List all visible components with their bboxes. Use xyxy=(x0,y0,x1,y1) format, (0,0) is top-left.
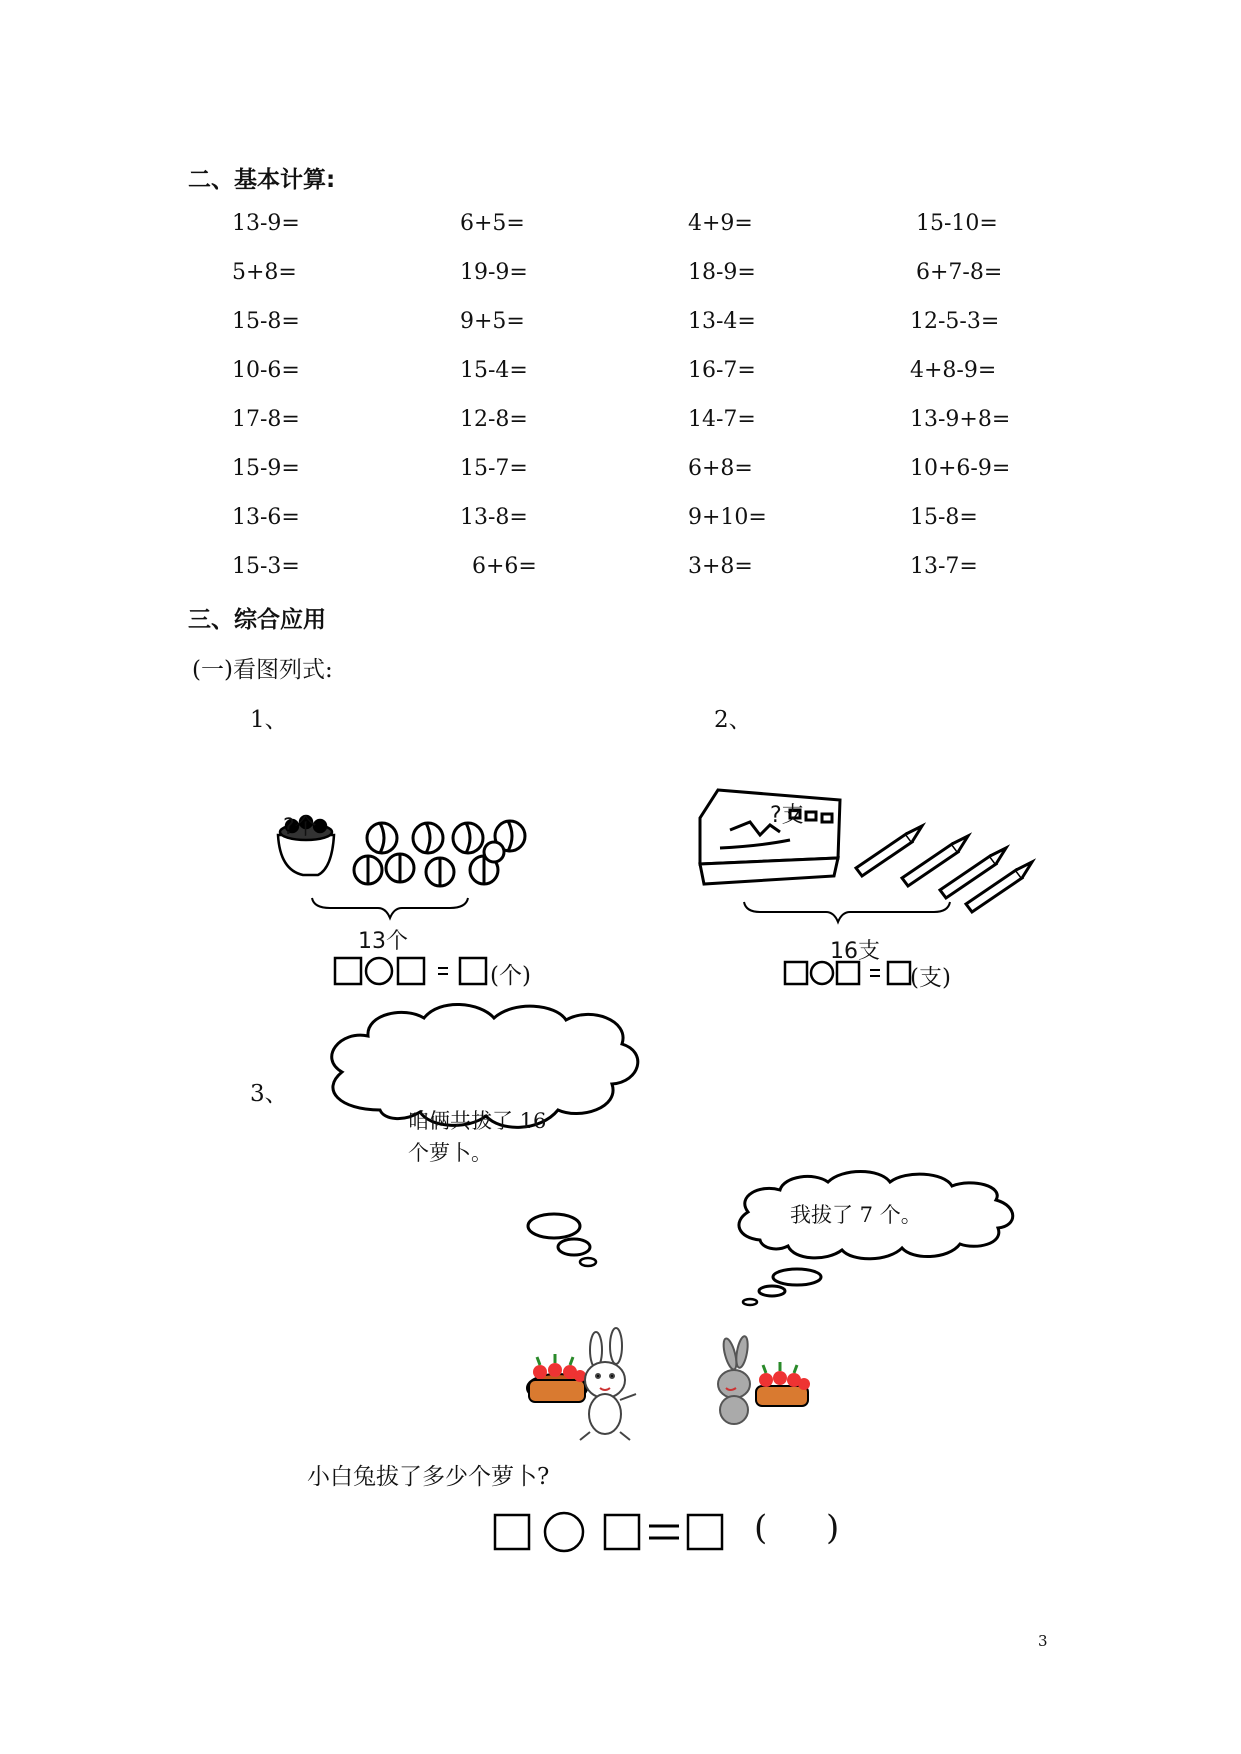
carrot-basket-right-icon xyxy=(756,1362,810,1406)
problem-3-question: 小白兔拔了多少个萝卜? xyxy=(307,1464,550,1490)
calc-item: 16-7= xyxy=(688,358,756,383)
calc-item: 13-9+8= xyxy=(910,407,1011,432)
pencils-icon xyxy=(856,826,1032,912)
paren-open: ( xyxy=(754,1508,768,1548)
calc-item: 17-8= xyxy=(232,407,300,432)
calc-item: 15-10= xyxy=(916,211,998,236)
calc-item: 12-5-3= xyxy=(910,309,1000,334)
gray-rabbit-icon xyxy=(718,1335,750,1424)
section-3-title: 三、综合应用 xyxy=(188,607,326,633)
calc-item: 4+9= xyxy=(688,211,753,236)
problem-2-brace-label: 16支 xyxy=(830,939,880,964)
problem-2-number: 2、 xyxy=(714,707,752,733)
operator-circle-1 xyxy=(366,958,392,984)
calc-item: 15-8= xyxy=(910,505,978,530)
answer-box-3c xyxy=(688,1515,722,1549)
problem-1-unit: (个) xyxy=(490,963,531,989)
operator-circle-3 xyxy=(545,1513,583,1551)
calc-item: 13-8= xyxy=(460,505,528,530)
calc-item: 6+5= xyxy=(460,211,525,236)
calc-item: 4+8-9= xyxy=(910,358,997,383)
calc-item: 6+7-8= xyxy=(916,260,1003,285)
calc-item: 12-8= xyxy=(460,407,528,432)
calc-item: 10-6= xyxy=(232,358,300,383)
calc-item: 10+6-9= xyxy=(910,456,1011,481)
calc-item: 15-8= xyxy=(232,309,300,334)
calc-item: 9+5= xyxy=(460,309,525,334)
calc-item: 15-7= xyxy=(460,456,528,481)
operator-circle-2 xyxy=(811,962,833,984)
bubble-2-text: 我拔了 7 个。 xyxy=(790,1203,922,1227)
calc-item: 13-9= xyxy=(232,211,300,236)
brace-2 xyxy=(744,902,950,922)
calc-item: 15-4= xyxy=(460,358,528,383)
calc-item: 6+6= xyxy=(472,554,537,579)
answer-box-3a xyxy=(495,1515,529,1549)
bubble-1-line-1: 咱俩共拔了 16 xyxy=(408,1109,547,1133)
calc-item: 15-3= xyxy=(232,554,300,579)
calc-item: 14-7= xyxy=(688,407,756,432)
part-1-title: (一)看图列式: xyxy=(192,657,333,683)
section-2-title: 二、基本计算: xyxy=(188,167,336,193)
answer-box-2c xyxy=(888,962,910,984)
calc-item: 18-9= xyxy=(688,260,756,285)
answer-box-1b xyxy=(398,958,424,984)
bubble-1-line-2: 个萝卜。 xyxy=(408,1141,492,1165)
calc-item: 13-7= xyxy=(910,554,978,579)
calc-item: 3+8= xyxy=(688,554,753,579)
carrot-basket-left-icon xyxy=(527,1354,587,1402)
problem-2-unit: (支) xyxy=(910,965,951,991)
problem-1-top-label: ?个 xyxy=(283,815,317,840)
problem-2-top-label: ?支 xyxy=(770,803,804,828)
calc-item: 6+8= xyxy=(688,456,753,481)
calc-item: 9+10= xyxy=(688,505,767,530)
answer-box-2b xyxy=(837,962,859,984)
calc-item: 5+8= xyxy=(232,260,297,285)
answer-box-1a xyxy=(335,958,361,984)
answer-box-2a xyxy=(785,962,807,984)
problem-3-number: 3、 xyxy=(250,1081,288,1107)
calc-item: 13-4= xyxy=(688,309,756,334)
brace-1 xyxy=(312,898,468,918)
white-rabbit-icon xyxy=(580,1328,636,1440)
calc-item: 13-6= xyxy=(232,505,300,530)
problem-1-number: 1、 xyxy=(250,707,288,733)
paren-close: ) xyxy=(826,1508,840,1548)
calc-item: 19-9= xyxy=(460,260,528,285)
answer-box-3b xyxy=(605,1515,639,1549)
page-number: 3 xyxy=(1038,1632,1048,1650)
problem-1-brace-label: 13个 xyxy=(358,929,408,954)
peaches-group-icon xyxy=(354,821,525,886)
answer-box-1c xyxy=(460,958,486,984)
calc-item: 15-9= xyxy=(232,456,300,481)
